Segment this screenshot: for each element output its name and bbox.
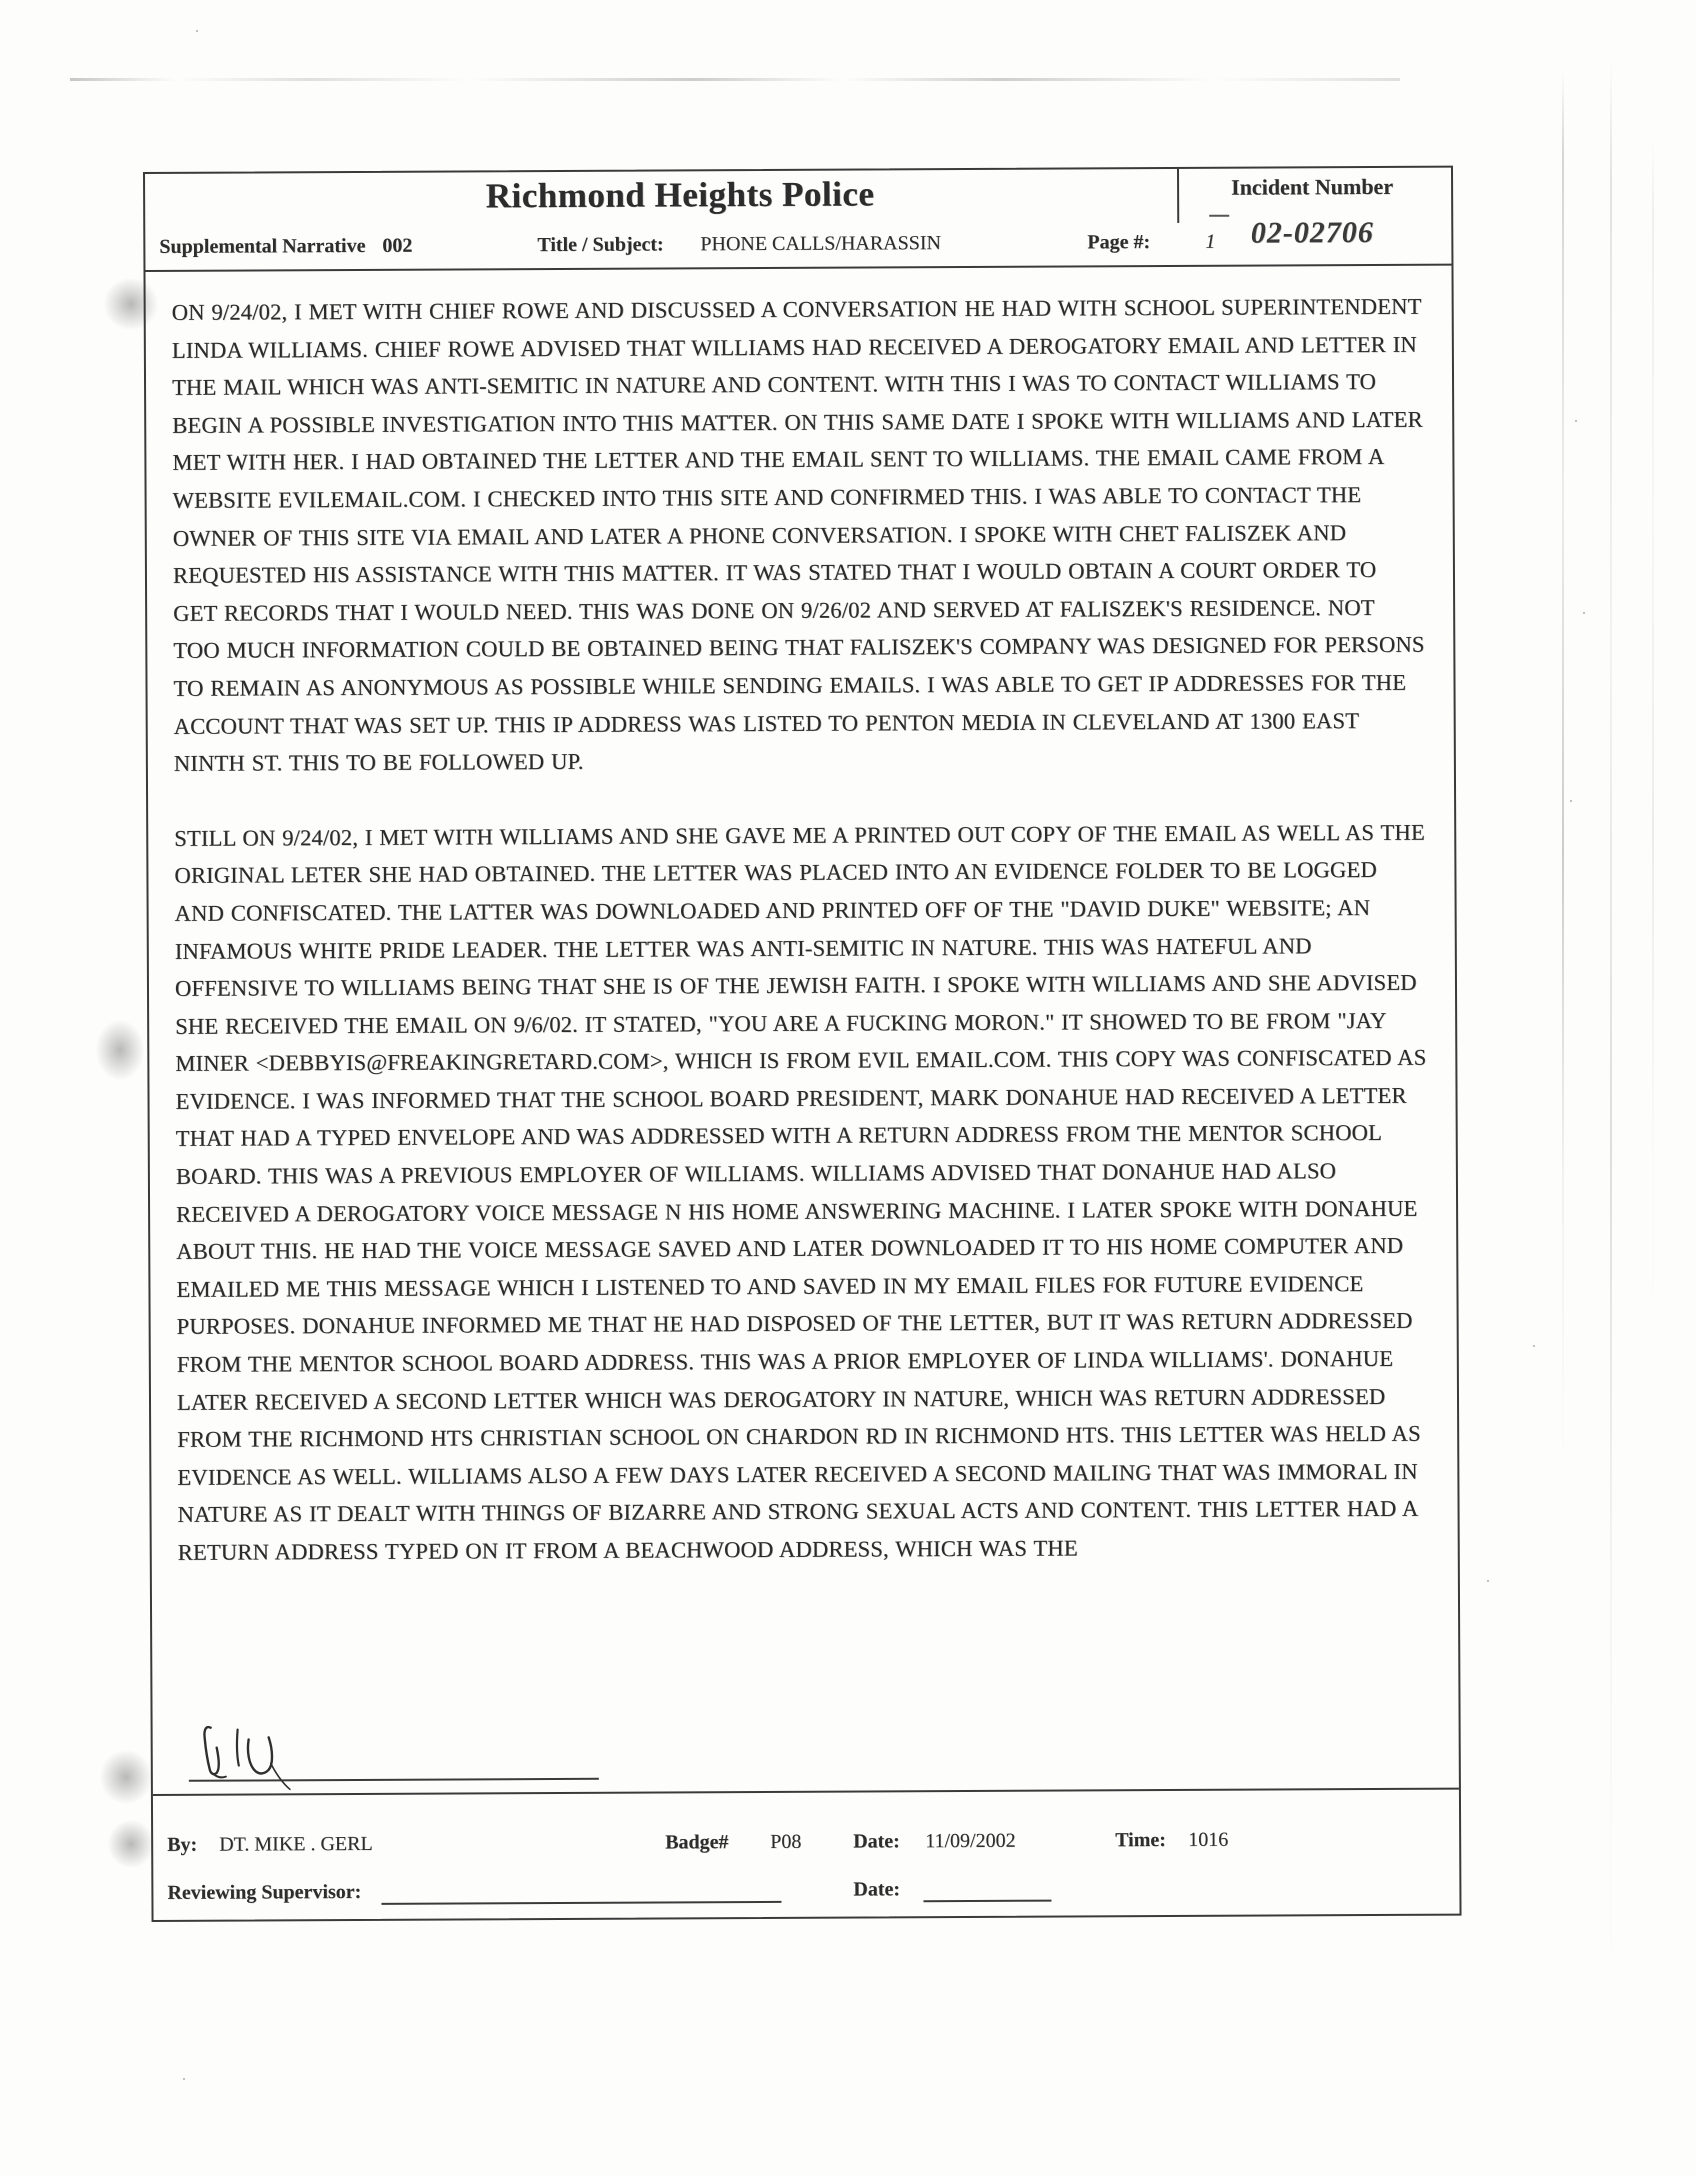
title-subject-label: Title / Subject: <box>537 233 664 257</box>
incident-number-label: Incident Number <box>1231 173 1394 200</box>
badge-number-label: Badge# <box>665 1831 729 1854</box>
by-label: By: <box>167 1833 198 1856</box>
scan-artifact-speck <box>1570 800 1572 802</box>
supervisor-date-label: Date: <box>853 1878 901 1901</box>
page-number-value: 1 <box>1205 230 1216 253</box>
narrative-paragraph-1: ON 9/24/02, I MET WITH CHIEF ROWE AND DISCUSSED A CONVERSATION HE HAD WITH SCHOOL SUPERINTENDENT LINDA WILLIAMS. CHIEF ROWE ADVISED THAT WILLIAMS HAD RECEIVED A DEROGATORY EMAIL AND LETTER IN THE MAIL WHICH WAS ANTI-SEMITIC IN NATURE AND CONTENT. WITH THIS I WAS TO CONTACT WILLIAMS TO BEGIN A POSSIBLE INVESTIGATION INTO THIS MATTER. ON THIS SAME DATE I SPOKE WITH WILLIAMS AND LATER MET WITH HER. I HAD OBTAINED THE LETTER AND THE EMAIL SENT TO WILLIAMS. THE EMAIL CAME FROM A WEBSITE EVILEMAIL.COM. I CHECKED INTO THIS SITE AND CONFIRMED THIS. I WAS ABLE TO CONTACT THE OWNER OF THIS SITE VIA EMAIL AND LATER A PHONE CONVERSATION. I SPOKE WITH CHET FALISZEK AND REQUESTED HIS ASSISTANCE WITH THIS MATTER. IT WAS STATED THAT I WOULD OBTAIN A COURT ORDER TO GET RECORDS THAT I WOULD NEED. THIS WAS DONE ON 9/26/02 AND SERVED AT FALISZEK'S RESIDENCE. NOT TOO MUCH INFORMATION COULD BE OBTAINED BEING THAT FALISZEK'S COMPANY WAS DESIGNED FOR PERSONS TO REMAIN AS ANONYMOUS AS POSSIBLE WHILE SENDING EMAILS. I WAS ABLE TO GET IP ADDRESSES FOR THE ACCOUNT THAT WAS SET UP. THIS IP ADDRESS WAS LISTED TO PENTON MEDIA IN CLEVELAND AT 1300 EAST NINTH ST. THIS TO BE FOLLOWED UP. <box>171 293 1425 776</box>
badge-number-value: P08 <box>770 1830 802 1853</box>
incident-number-value: 02-02706 <box>1250 215 1374 250</box>
reviewing-supervisor-label: Reviewing Supervisor: <box>167 1880 362 1904</box>
scan-artifact-speck <box>1533 1345 1535 1347</box>
reviewing-supervisor-signature-line[interactable] <box>381 1901 781 1905</box>
report-header <box>145 168 1451 272</box>
report-footer <box>153 1788 1460 1918</box>
page-number-label: Page #: <box>1087 231 1151 254</box>
scan-artifact-speck <box>1575 420 1577 422</box>
report-date-label: Date: <box>853 1830 900 1853</box>
header-fields-row <box>145 220 1451 270</box>
scan-artifact-vertical-streak <box>1652 140 1654 1400</box>
scan-artifact-speck <box>1583 612 1585 614</box>
by-value: DT. MIKE . GERL <box>219 1832 373 1856</box>
scan-artifact-speck <box>1487 1580 1489 1582</box>
agency-title: Richmond Heights Police <box>485 174 875 216</box>
scan-artifact-speck <box>183 2078 185 2080</box>
scan-artifact-top-streak <box>70 78 1400 81</box>
scan-artifact-speck <box>196 30 198 32</box>
title-subject-value: PHONE CALLS/HARASSIN <box>700 232 942 256</box>
police-report-form <box>143 166 1462 1922</box>
report-time-value: 1016 <box>1188 1828 1229 1851</box>
form-type-label: Supplemental Narrative <box>159 234 366 258</box>
report-date-value: 11/09/2002 <box>925 1829 1016 1853</box>
header-divider <box>1177 169 1179 223</box>
scan-artifact-vertical-streak <box>1610 60 1612 2040</box>
supervisor-date-line[interactable] <box>923 1900 1051 1903</box>
narrative-paragraph-2: STILL ON 9/24/02, I MET WITH WILLIAMS AND SHE GAVE ME A PRINTED OUT COPY OF THE EMAIL AS WELL AS THE ORIGINAL LETER SHE HAD OBTAINED. THE LETTER WAS PLACED INTO AN EVIDENCE FOLDER TO BE LOGGED AND CONFISCATED. THE LATTER WAS DOWNLOADED AND PRINTED OFF OF THE "DAVID DUKE" WEBSITE; AN INFAMOUS WHITE PRIDE LEADER. THE LETTER WAS ANTI-SEMITIC IN NATURE. THIS WAS HATEFUL AND OFFENSIVE TO WILLIAMS BEING THAT SHE IS OF THE JEWISH FAITH. I SPOKE WITH WILLIAMS AND SHE ADVISED SHE RECEIVED THE EMAIL ON 9/6/02. IT STATED, "YOU ARE A FUCKING MORON." IT SHOWED TO BE FROM "JAY MINER <DEBBYIS@FREAKINGRETARD.COM>, WHICH IS FROM EVIL EMAIL.COM. THIS COPY WAS CONFISCATED AS EVIDENCE. I WAS INFORMED THAT THE SCHOOL BOARD PRESIDENT, MARK DONAHUE HAD RECEIVED A LETTER THAT HAD A TYPED ENVELOPE AND WAS ADDRESSED WITH A RETURN ADDRESS FROM THE MENTOR SCHOOL BOARD. THIS WAS A PREVIOUS EMPLOYER OF WILLIAMS. WILLIAMS ADVISED THAT DONAHUE HAD ALSO RECEIVED A DEROGATORY VOICE MESSAGE N HIS HOME ANSWERING MACHINE. I LATER SPOKE WITH DONAHUE ABOUT THIS. HE HAD THE VOICE MESSAGE SAVED AND LATER DOWNLOADED IT TO HIS HOME COMPUTER AND EMAILED ME THIS MESSAGE WHICH I LISTENED TO AND SAVED IN MY EMAIL FILES FOR FUTURE EVIDENCE PURPOSES. DONAHUE INFORMED ME THAT HE HAD DISPOSED OF THE LETTER, BUT IT WAS RETURN ADDRESSED FROM THE MENTOR SCHOOL BOARD ADDRESS. THIS WAS A PRIOR EMPLOYER OF LINDA WILLIAMS'. DONAHUE LATER RECEIVED A SECOND LETTER WHICH WAS DEROGATORY IN NATURE, WHICH WAS RETURN ADDRESSED FROM THE RICHMOND HTS CHRISTIAN SCHOOL ON CHARDON RD IN RICHMOND HTS. THIS LETTER WAS HELD AS EVIDENCE AS WELL. WILLIAMS ALSO A FEW DAYS LATER RECEIVED A SECOND MAILING THAT WAS IMMORAL IN NATURE AS IT DEALT WITH THINGS OF BIZARRE AND STRONG SEXUAL ACTS AND CONTENT. THIS LETTER HAD A RETURN ADDRESS TYPED ON IT FROM A BEACHWOOD ADDRESS, WHICH WAS THE <box>174 819 1427 1565</box>
scan-artifact-smudge <box>100 1750 152 1804</box>
report-time-label: Time: <box>1115 1829 1166 1852</box>
narrative-body <box>145 266 1458 1794</box>
scan-artifact-smudge <box>108 1820 154 1868</box>
scan-artifact-vertical-streak <box>1562 72 1564 1492</box>
form-type-number: 002 <box>382 234 413 257</box>
scan-artifact-smudge <box>96 1020 144 1080</box>
